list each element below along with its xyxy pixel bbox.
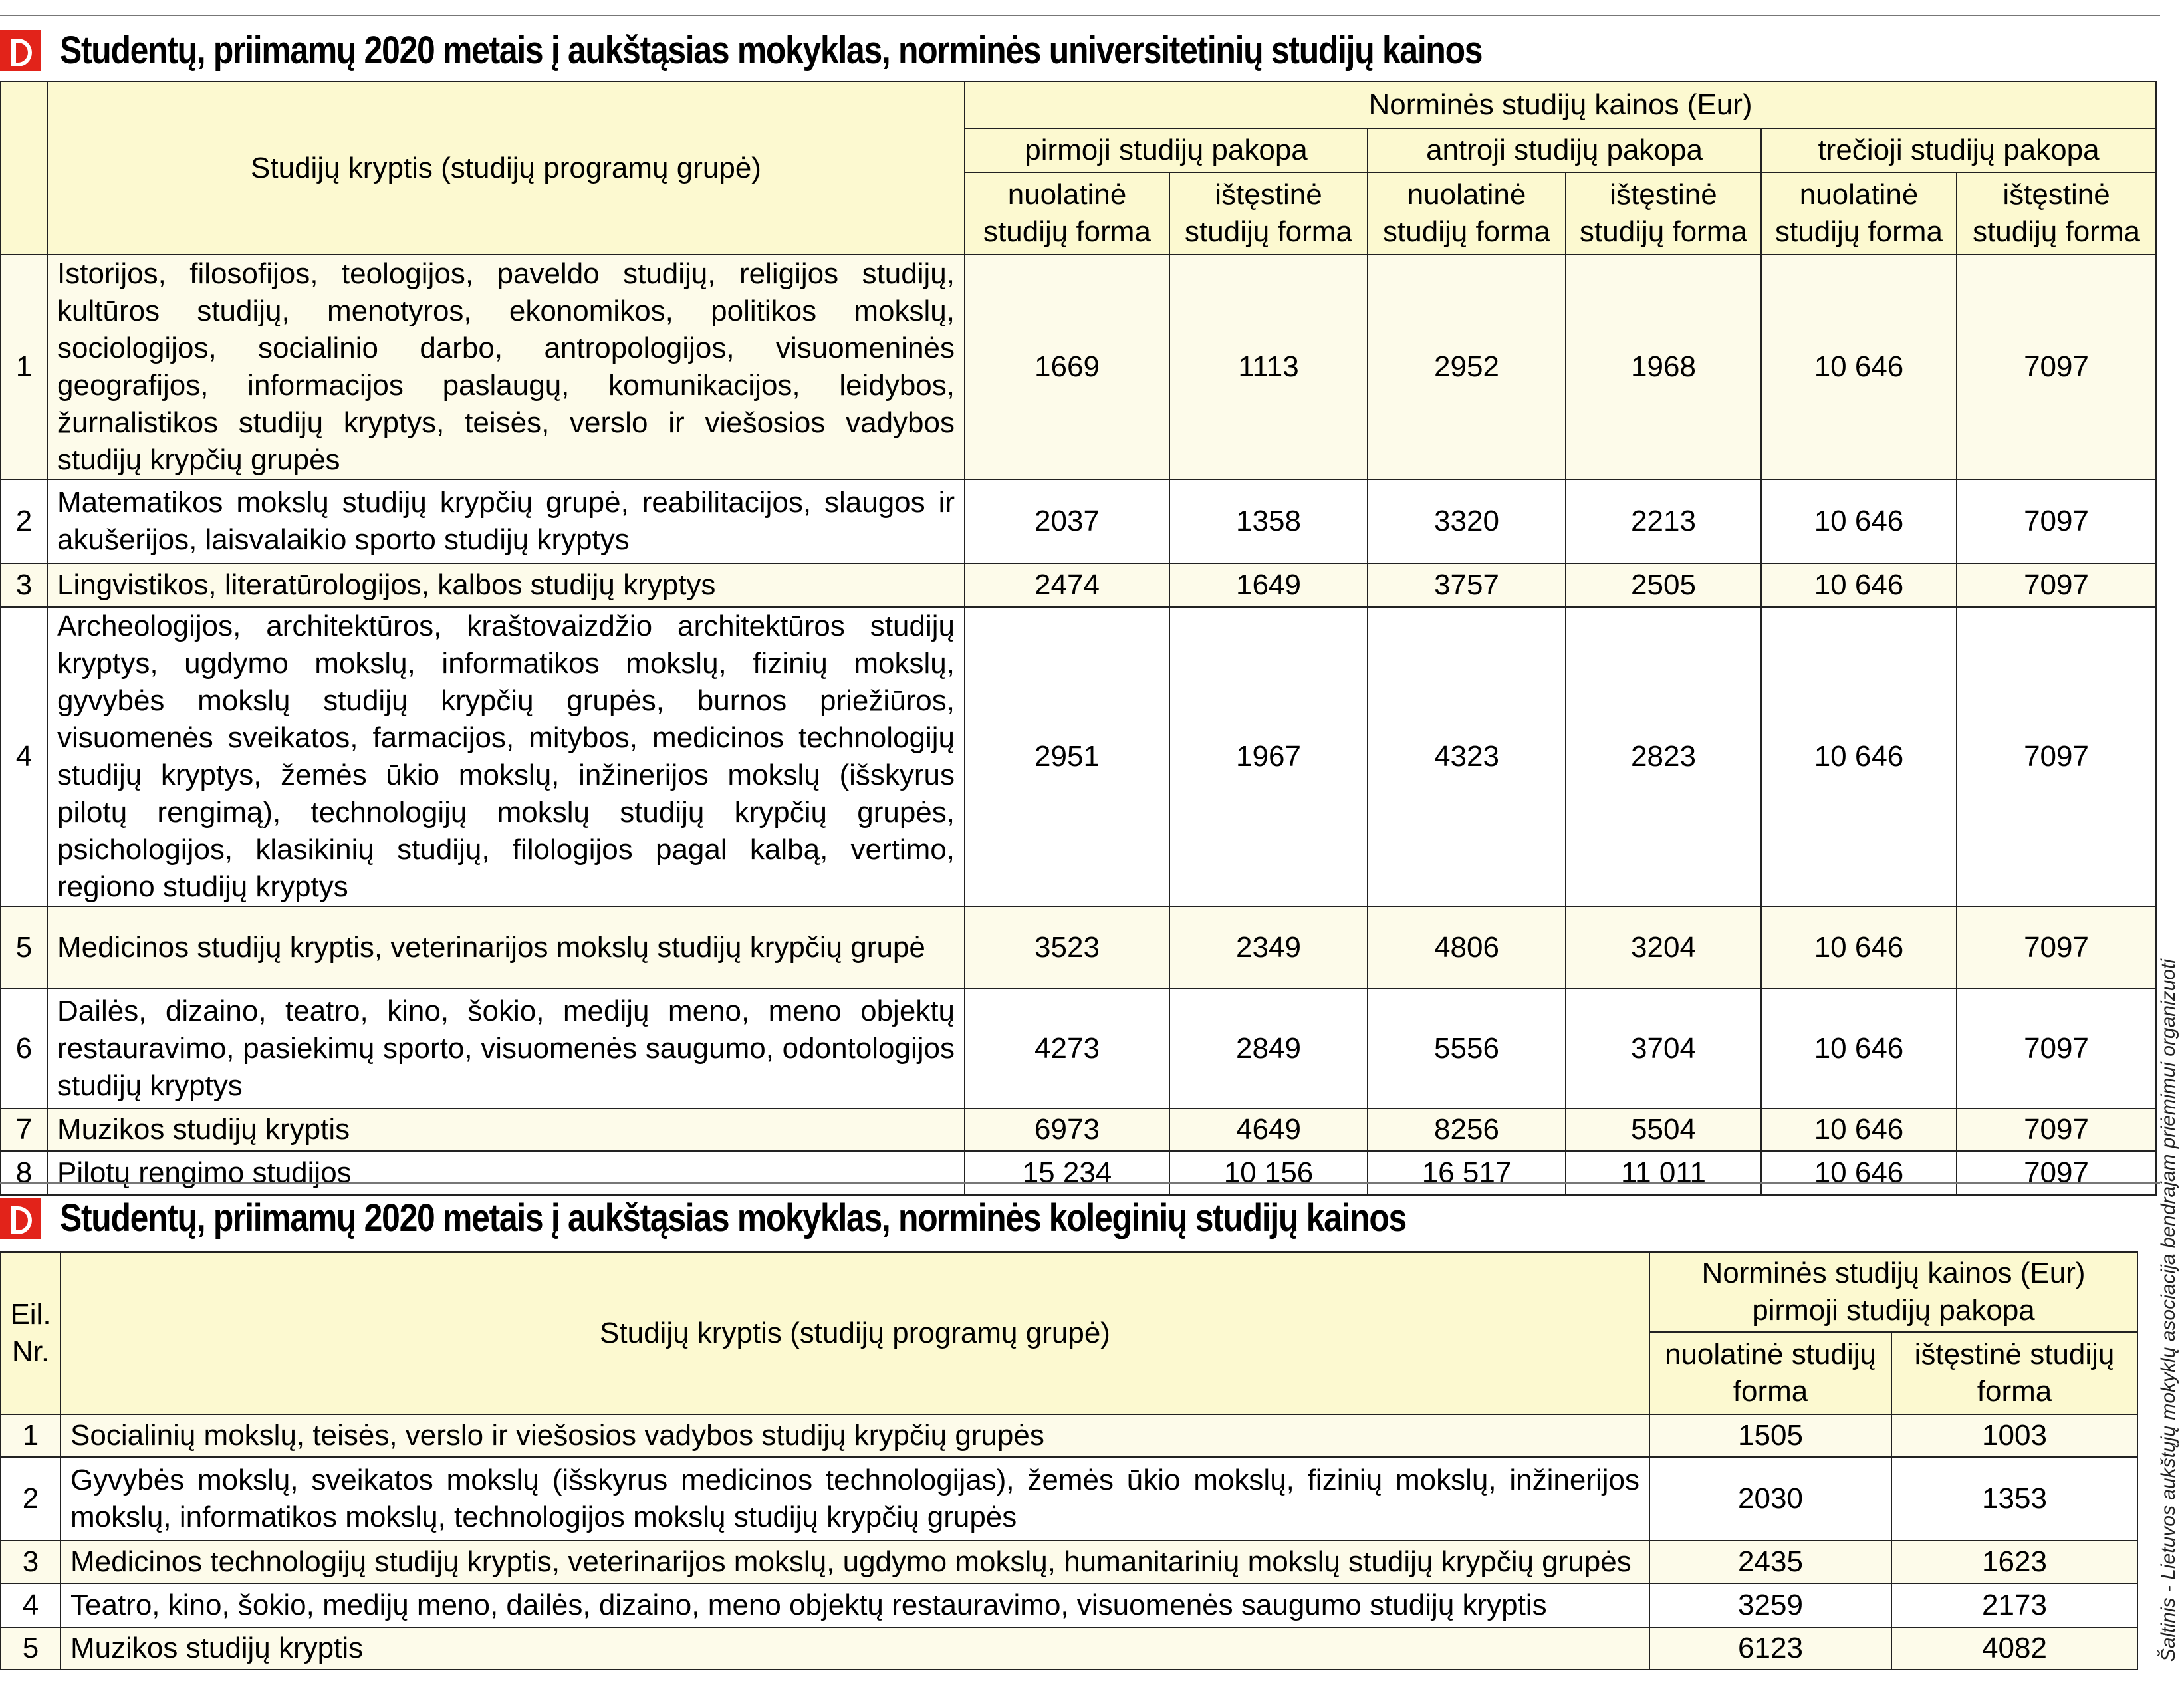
price-cell: 7097 xyxy=(1957,607,2156,906)
table-row xyxy=(1,255,2156,479)
header-form: ištęstinė studijų forma xyxy=(1957,172,2156,255)
table-row xyxy=(1,1627,2137,1670)
table-row xyxy=(1,607,2156,906)
price-cell: 3523 xyxy=(965,906,1169,989)
price-cell: 1003 xyxy=(1891,1414,2137,1457)
section-title-college xyxy=(0,1196,1626,1240)
price-cell: 11 011 xyxy=(1566,1151,1761,1195)
university-prices-table xyxy=(0,81,2157,1196)
price-cell: 3704 xyxy=(1566,989,1761,1108)
header-form: ištęstinė studijų forma xyxy=(1891,1332,2137,1414)
price-cell: 2474 xyxy=(965,563,1169,607)
header-level-3: trečioji studijų pakopa xyxy=(1761,128,2156,172)
price-cell: 1113 xyxy=(1169,255,1368,479)
d-logo-icon xyxy=(0,30,41,71)
header-prices: Norminės studijų kainos (Eur) xyxy=(1701,1257,2086,1289)
table1-title: Studentų, priimamų 2020 metais į aukštąsias mokyklas, norminės universitetinių studijų kainos xyxy=(60,29,1483,72)
price-cell: 4806 xyxy=(1368,906,1566,989)
table-row xyxy=(1,906,2156,989)
price-cell: 2349 xyxy=(1169,906,1368,989)
row-number: 2 xyxy=(1,1457,61,1541)
price-cell: 7097 xyxy=(1957,479,2156,563)
price-cell: 2173 xyxy=(1891,1583,2137,1627)
header-form: ištęstinė studijų forma xyxy=(1566,172,1761,255)
table-row xyxy=(1,1457,2137,1541)
row-number: 2 xyxy=(1,479,47,563)
row-number: 3 xyxy=(1,563,47,607)
price-cell: 8256 xyxy=(1368,1108,1566,1151)
price-cell: 2435 xyxy=(1649,1541,1891,1583)
header-form: ištęstinė studijų forma xyxy=(1169,172,1368,255)
section-title-university xyxy=(0,28,1713,72)
price-cell: 6123 xyxy=(1649,1627,1891,1670)
row-description: Muzikos studijų kryptis xyxy=(47,1108,965,1151)
row-number: 4 xyxy=(1,607,47,906)
price-cell: 4273 xyxy=(965,989,1169,1108)
header-form: nuolatinė studijų forma xyxy=(1761,172,1957,255)
price-cell: 2037 xyxy=(965,479,1169,563)
price-cell: 2849 xyxy=(1169,989,1368,1108)
top-rule xyxy=(0,15,2160,16)
header-direction: Studijų kryptis (studijų programų grupė) xyxy=(61,1252,1649,1414)
price-cell: 1358 xyxy=(1169,479,1368,563)
table-row xyxy=(1,563,2156,607)
price-cell: 7097 xyxy=(1957,906,2156,989)
row-description: Lingvistikos, literatūrologijos, kalbos studijų kryptys xyxy=(47,563,965,607)
row-number: 5 xyxy=(1,906,47,989)
header-level-2: antroji studijų pakopa xyxy=(1368,128,1761,172)
table-row xyxy=(1,1151,2156,1195)
price-cell: 1505 xyxy=(1649,1414,1891,1457)
price-cell: 10 646 xyxy=(1761,607,1957,906)
row-description: Medicinos studijų kryptis, veterinarijos mokslų studijų krypčių grupė xyxy=(47,906,965,989)
price-cell: 10 156 xyxy=(1169,1151,1368,1195)
table-row xyxy=(1,479,2156,563)
table-row xyxy=(1,989,2156,1108)
price-cell: 2505 xyxy=(1566,563,1761,607)
row-description: Dailės, dizaino, teatro, kino, šokio, medijų meno, meno objektų restauravimo, pasiekimų sporto, visuomenės saugumo, odontologijos studijų kryptys xyxy=(47,989,965,1108)
table-row xyxy=(1,1583,2137,1627)
price-cell: 4082 xyxy=(1891,1627,2137,1670)
college-prices-table xyxy=(0,1251,2138,1670)
price-cell: 1623 xyxy=(1891,1541,2137,1583)
header-nr-cell xyxy=(1,82,47,255)
header-level-1: pirmoji studijų pakopa xyxy=(965,128,1368,172)
price-cell: 3320 xyxy=(1368,479,1566,563)
header-nr: Eil. Nr. xyxy=(1,1252,61,1414)
price-cell: 6973 xyxy=(965,1108,1169,1151)
table-row xyxy=(1,1108,2156,1151)
row-description: Archeologijos, architektūros, kraštovaizdžio architektūros studijų kryptys, ugdymo mokslų, informatikos mokslų, fizinių mokslų, gyvybės mokslų studijų krypčių grupės, burnos priežiūros, visuomenės sveikatos, farmacijos, mitybos, medicinos technologijų studijų kryptys, žemės ūkio mokslų, inžinerijos mokslų (išskyrus pilotų rengimą), technologijų mokslų studijų krypčių grupės, psichologijos, klasikinių studijų, filologijos pagal kalbą, vertimo, regiono studijų kryptys xyxy=(47,607,965,906)
price-cell: 4323 xyxy=(1368,607,1566,906)
price-cell: 2030 xyxy=(1649,1457,1891,1541)
row-description: Muzikos studijų kryptis xyxy=(61,1627,1649,1670)
row-number: 4 xyxy=(1,1583,61,1627)
price-cell: 1649 xyxy=(1169,563,1368,607)
price-cell: 2952 xyxy=(1368,255,1566,479)
price-cell: 7097 xyxy=(1957,1151,2156,1195)
price-cell: 7097 xyxy=(1957,255,2156,479)
price-cell: 10 646 xyxy=(1761,989,1957,1108)
price-cell: 3757 xyxy=(1368,563,1566,607)
row-description: Teatro, kino, šokio, medijų meno, dailės, dizaino, meno objektų restauravimo, visuomenės saugumo studijų kryptis xyxy=(61,1583,1649,1627)
price-cell: 10 646 xyxy=(1761,1108,1957,1151)
header-prices-level xyxy=(1649,1252,2137,1332)
price-cell: 1968 xyxy=(1566,255,1761,479)
row-description: Istorijos, filosofijos, teologijos, paveldo studijų, religijos studijų, kultūros studijų, menotyros, ekonomikos, politikos mokslų, sociologijos, socialinio darbo, antropologijos, visuomeninės geografijos, informacijos paslaugų, komunikacijos, leidybos, žurnalistikos studijų kryptys, teisės, verslo ir viešosios vadybos studijų krypčių grupės xyxy=(47,255,965,479)
row-description: Medicinos technologijų studijų kryptis, veterinarijos mokslų, ugdymo mokslų, humanitarinių mokslų studijų krypčių grupės xyxy=(61,1541,1649,1583)
price-cell: 10 646 xyxy=(1761,906,1957,989)
header-form: nuolatinė studijų forma xyxy=(965,172,1169,255)
row-number: 1 xyxy=(1,255,47,479)
price-cell: 10 646 xyxy=(1761,1151,1957,1195)
price-cell: 5504 xyxy=(1566,1108,1761,1151)
header-form: nuolatinė studijų forma xyxy=(1368,172,1566,255)
price-cell: 7097 xyxy=(1957,1108,2156,1151)
price-cell: 1353 xyxy=(1891,1457,2137,1541)
header-form: nuolatinė studijų forma xyxy=(1649,1332,1891,1414)
row-number: 7 xyxy=(1,1108,47,1151)
price-cell: 7097 xyxy=(1957,563,2156,607)
price-cell: 16 517 xyxy=(1368,1151,1566,1195)
price-cell: 10 646 xyxy=(1761,479,1957,563)
row-description: Matematikos mokslų studijų krypčių grupė, reabilitacijos, slaugos ir akušerijos, laisvalaikio sporto studijų kryptys xyxy=(47,479,965,563)
price-cell: 4649 xyxy=(1169,1108,1368,1151)
price-cell: 7097 xyxy=(1957,989,2156,1108)
price-cell: 1669 xyxy=(965,255,1169,479)
header-direction: Studijų kryptis (studijų programų grupė) xyxy=(47,82,965,255)
price-cell: 10 646 xyxy=(1761,255,1957,479)
price-cell: 1967 xyxy=(1169,607,1368,906)
table-row xyxy=(1,1414,2137,1457)
price-cell: 3259 xyxy=(1649,1583,1891,1627)
header-prices: Norminės studijų kainos (Eur) xyxy=(965,82,2156,128)
table-row xyxy=(1,1541,2137,1583)
row-description: Gyvybės mokslų, sveikatos mokslų (išskyrus medicinos technologijas), žemės ūkio mokslų, fizinių mokslų, inžinerijos mokslų, informatikos mokslų, technologijos mokslų studijų krypčių grupės xyxy=(61,1457,1649,1541)
price-cell: 2823 xyxy=(1566,607,1761,906)
row-number: 6 xyxy=(1,989,47,1108)
header-level-1: pirmoji studijų pakopa xyxy=(1752,1294,2035,1327)
row-number: 5 xyxy=(1,1627,61,1670)
row-number: 8 xyxy=(1,1151,47,1195)
price-cell: 2213 xyxy=(1566,479,1761,563)
middle-rule xyxy=(0,1182,2160,1184)
price-cell: 3204 xyxy=(1566,906,1761,989)
price-cell: 10 646 xyxy=(1761,563,1957,607)
source-note: Šaltinis - Lietuvos aukštųjų mokyklų asociacija bendrajam priėmimui organizuoti xyxy=(2157,958,2179,1662)
price-cell: 15 234 xyxy=(965,1151,1169,1195)
row-number: 3 xyxy=(1,1541,61,1583)
price-cell: 5556 xyxy=(1368,989,1566,1108)
d-logo-icon xyxy=(0,1198,41,1239)
row-description: Socialinių mokslų, teisės, verslo ir viešosios vadybos studijų krypčių grupės xyxy=(61,1414,1649,1457)
table2-title: Studentų, priimamų 2020 metais į aukštąsias mokyklas, norminės koleginių studijų kainos xyxy=(60,1196,1406,1239)
row-number: 1 xyxy=(1,1414,61,1457)
price-cell: 2951 xyxy=(965,607,1169,906)
row-description: Pilotų rengimo studijos xyxy=(47,1151,965,1195)
